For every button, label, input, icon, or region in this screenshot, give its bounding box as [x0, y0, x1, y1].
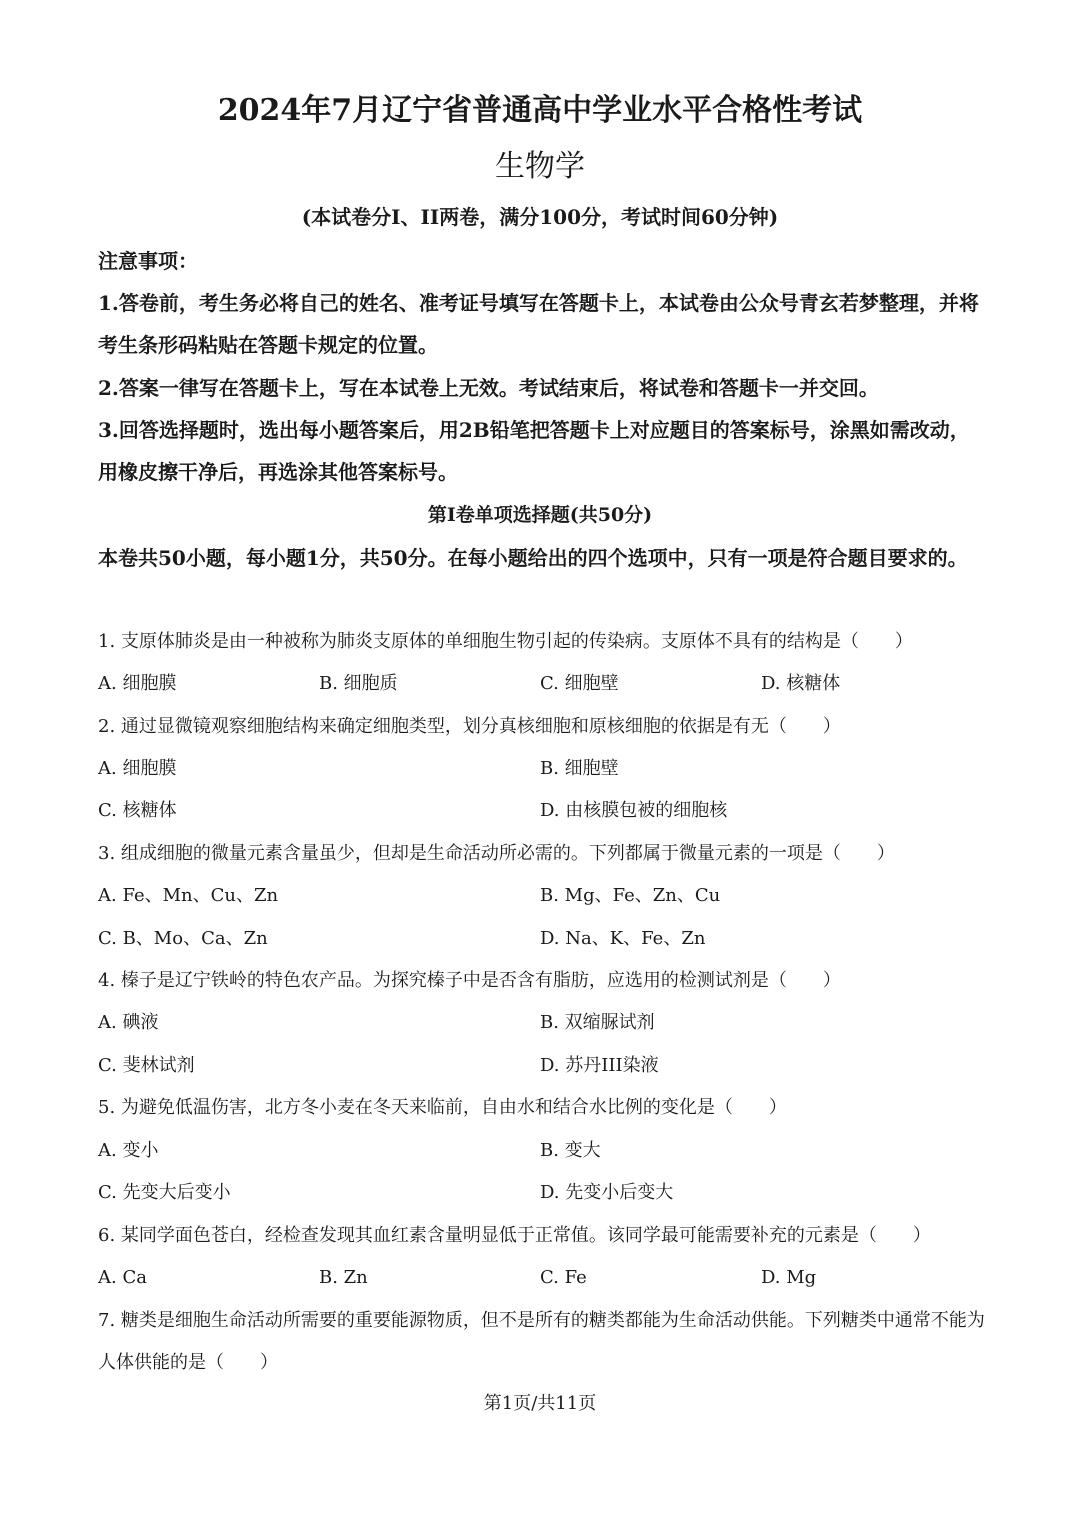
option-c: C. 先变大后变小	[98, 1182, 231, 1203]
instruction-item-2: 2.答案一律写在答题卡上，写在本试卷上无效。考试结束后，将试卷和答题卡一并交回。	[98, 376, 879, 400]
exam-title: 2024年7月辽宁省普通高中学业水平合格性考试	[217, 93, 863, 128]
exam-note: (本试卷分I、II两卷，满分100分，考试时间60分钟)	[301, 205, 779, 229]
option-a: A. 变小	[98, 1140, 159, 1161]
section-intro: 本卷共50小题，每小题1分，共50分。在每小题给出的四个选项中，只有一项是符合题目要求的。	[98, 546, 968, 570]
option-d: D. 先变小后变大	[540, 1182, 674, 1203]
question-stem: 1. 支原体肺炎是由一种被称为肺炎支原体的单细胞生物引起的传染病。支原体不具有的结构是（ ）	[98, 631, 913, 652]
page-number: 第1页/共11页	[483, 1393, 597, 1414]
option-b: B. 细胞质	[319, 673, 398, 694]
option-d: D. 苏丹III染液	[540, 1055, 659, 1076]
option-a: A. Fe、Mn、Cu、Zn	[98, 885, 279, 906]
question-stem: 4. 榛子是辽宁铁岭的特色农产品。为探究榛子中是否含有脂肪，应选用的检测试剂是（ ）	[98, 970, 841, 991]
instruction-item-1: 1.答卷前，考生务必将自己的姓名、准考证号填写在答题卡上，本试卷由公众号青玄若梦整理，并将考生条形码粘贴在答题卡规定的位置。	[98, 291, 979, 357]
option-c: C. 细胞壁	[540, 673, 619, 694]
question-stem: 2. 通过显微镜观察细胞结构来确定细胞类型，划分真核细胞和原核细胞的依据是有无（ ）	[98, 716, 841, 737]
option-d: D. 由核膜包被的细胞核	[540, 800, 728, 821]
option-c: C. 核糖体	[98, 800, 177, 821]
subject-title: 生物学	[495, 149, 585, 184]
option-c: C. Fe	[540, 1267, 587, 1288]
question-stem: 5. 为避免低温伤害，北方冬小麦在冬天来临前，自由水和结合水比例的变化是（ ）	[98, 1097, 787, 1118]
option-d: D. Na、K、Fe、Zn	[540, 928, 706, 949]
option-a: A. Ca	[98, 1267, 147, 1288]
question-stem: 6. 某同学面色苍白，经检查发现其血红素含量明显低于正常值。该同学最可能需要补充的元素是（ ）	[98, 1225, 931, 1246]
option-a: A. 细胞膜	[98, 758, 177, 779]
question-stem: 3. 组成细胞的微量元素含量虽少，但却是生命活动所必需的。下列都属于微量元素的一项是（ ）	[98, 843, 895, 864]
option-b: B. 变大	[540, 1140, 601, 1161]
option-a: A. 细胞膜	[98, 673, 177, 694]
option-c: C. B、Mo、Ca、Zn	[98, 928, 268, 949]
option-b: B. 细胞壁	[540, 758, 619, 779]
section-title: 第I卷单项选择题(共50分)	[427, 504, 653, 526]
instructions-heading: 注意事项：	[98, 249, 198, 273]
question-stem: 7. 糖类是细胞生命活动所需要的重要能源物质，但不是所有的糖类都能为生命活动供能。下列糖类中通常不能为人体供能的是（ ）	[98, 1310, 985, 1373]
option-b: B. 双缩脲试剂	[540, 1012, 655, 1033]
option-d: D. Mg	[761, 1267, 817, 1288]
option-c: C. 斐林试剂	[98, 1055, 195, 1076]
option-a: A. 碘液	[98, 1012, 159, 1033]
instruction-item-3: 3.回答选择题时，选出每小题答案后，用2B铅笔把答题卡上对应题目的答案标号，涂黑如需改动，用橡皮擦干净后，再选涂其他答案标号。	[98, 418, 970, 484]
option-b: B. Zn	[319, 1267, 368, 1288]
option-b: B. Mg、Fe、Zn、Cu	[540, 885, 721, 906]
option-d: D. 核糖体	[761, 673, 841, 694]
